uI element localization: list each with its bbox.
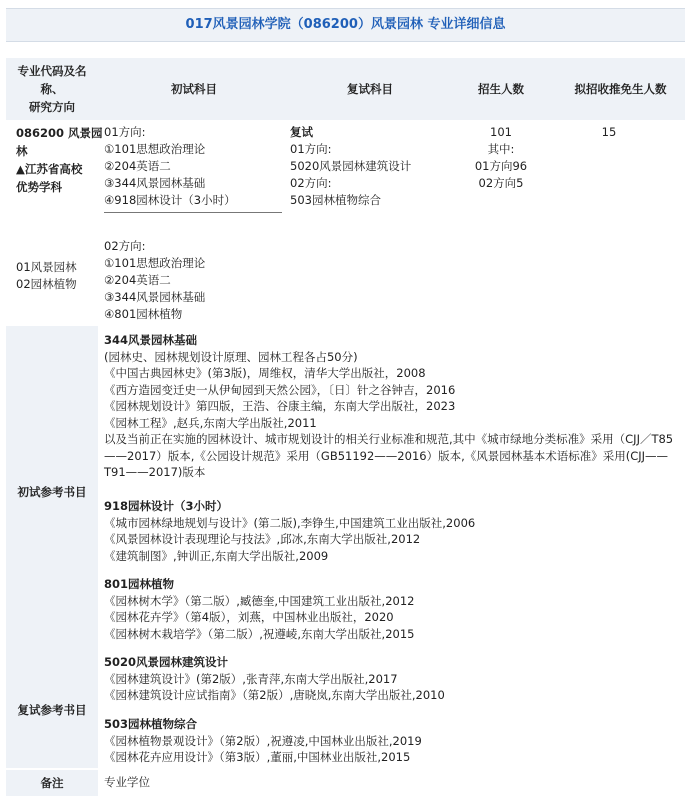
ref-title: 503园林植物综合 — [104, 717, 198, 731]
table-header — [6, 58, 685, 120]
ref-line: 《园林建筑设计应试指南》（第2版）,唐晓岚,东南大学出版社,2010 — [104, 688, 445, 702]
ref-line: 《建筑制图》,钟训正,东南大学出版社,2009 — [104, 548, 329, 563]
ref-block-344 — [104, 332, 678, 481]
ref-title: 344风景园林基础 — [104, 333, 198, 347]
header-major-line: 称、 — [40, 82, 64, 96]
subject-line: 02方向: — [104, 239, 146, 253]
ref-block-918 — [104, 498, 678, 564]
subject-line: ①101思想政治理论 — [104, 256, 206, 270]
ref-title: 5020风景园林建筑设计 — [104, 655, 229, 669]
ref-line: 《风景园林设计表现理论与技法》,邱冰,东南大学出版社,2012 — [104, 532, 421, 546]
enrollment-line: 其中: — [487, 142, 515, 156]
ref-line: 《园林树木学》（第二版）,臧德奎,中国建筑工业出版社,2012 — [104, 593, 415, 608]
direction-item: 01风景园林 — [16, 260, 77, 274]
ref-line: (园林史、园林规划设计原理、园林工程各占50分) — [104, 349, 358, 364]
subject-line: ③344风景园林基础 — [104, 176, 206, 190]
subject-line: 01方向: — [290, 142, 332, 156]
ref-block-5020 — [104, 654, 678, 704]
ref-line: 《园林规划设计》第四版，王浩、谷康主编，东南大学出版社，2023 — [104, 399, 456, 413]
major-name — [16, 124, 103, 196]
major-line: 林 — [16, 144, 28, 158]
header-second-subjects: 复试科目 — [347, 82, 393, 96]
research-directions — [16, 259, 100, 293]
first-subjects-direction-1 — [104, 124, 236, 209]
second-subjects — [290, 124, 411, 209]
ref-title: 918园林设计（3小时） — [104, 499, 229, 513]
header-major — [6, 58, 98, 120]
ref-line: 《园林植物景观设计》（第2版）,祝遵凌,中国林业出版社,2019 — [104, 733, 422, 748]
page-title: 017风景园林学院（086200）风景园林 专业详细信息 — [6, 8, 685, 42]
exempt-count: 15 — [601, 125, 617, 139]
major-line: ▲江苏省高校 — [16, 162, 83, 176]
enrollment — [453, 124, 549, 192]
ref-line: 《园林建筑设计》(第2版）,张青萍,东南大学出版社,2017 — [104, 671, 398, 686]
subject-line: 5020风景园林建筑设计 — [290, 159, 412, 173]
ref-line: 《园林树木栽培学》（第二版）,祝遵崚,东南大学出版社,2015 — [104, 626, 415, 641]
ref-line: 《城市园林绿地规划与设计》(第二版),李铮生,中国建筑工业出版社,2006 — [104, 515, 476, 530]
ref-title: 801园林植物 — [104, 577, 175, 591]
enrollment-line: 101 — [490, 125, 512, 139]
header-first-subjects: 初试科目 — [171, 82, 217, 96]
ref-standards-note: 以及当前正在实施的园林设计、城市规划设计的相关行业标准和规范,其中《城市绿地分类标准》采用（CJJ／T85——2017）版本,《公园设计规范》采用（GB51192——2016）版本,《风景园林基本术语标准》采用(CJJ——T91——2017)版本 — [104, 432, 674, 479]
ref-block-801 — [104, 576, 678, 642]
subject-line: ④801园林植物 — [104, 307, 183, 321]
remark-label: 备注 — [6, 770, 98, 796]
subject-line: ①101思想政治理论 — [104, 142, 206, 156]
header-exempt: 拟招收推免生人数 — [574, 82, 667, 96]
second-subjects-heading: 复试 — [290, 125, 313, 139]
ref-line: 《园林工程》,赵兵,东南大学出版社,2011 — [104, 415, 317, 430]
first-subjects-direction-2 — [104, 238, 205, 323]
ref-line: 《西方造园变迁史一从伊甸园到天然公园》，〔日〕针之谷钟吉，2016 — [104, 382, 456, 397]
subject-line: ③344风景园林基础 — [104, 290, 206, 304]
ref-line: 《园林花卉应用设计》（第3版）,董丽,中国林业出版社,2015 — [104, 750, 411, 764]
enrollment-line: 01方向96 — [474, 159, 528, 173]
major-line: 086200 风景园 — [16, 126, 103, 140]
ref-line: 《园林花卉学》（第4版），刘燕，中国林业出版社，2020 — [104, 610, 394, 624]
subject-line: ④918园林设计（3小时） — [104, 193, 236, 207]
subject-line: 01方向: — [104, 125, 146, 139]
major-line: 优势学科 — [16, 180, 62, 194]
remark-text: 专业学位 — [104, 775, 150, 789]
first-refs-label: 初试参考书目 — [6, 326, 98, 658]
ref-block-503 — [104, 716, 678, 766]
direction-item: 02园林植物 — [16, 277, 77, 291]
subject-line: ②204英语二 — [104, 159, 171, 173]
header-enrollment: 招生人数 — [478, 82, 524, 96]
header-major-line: 研究方向 — [29, 100, 75, 114]
ref-line: 《中国古典园林史》(第3版)，周维权，清华大学出版社，2008 — [104, 366, 426, 380]
remark-value — [104, 774, 678, 791]
header-major-line: 专业代码及名 — [17, 64, 87, 78]
enrollment-line: 02方向5 — [478, 176, 524, 190]
subject-line: 503园林植物综合 — [290, 193, 381, 207]
second-refs-label: 复试参考书目 — [6, 652, 98, 768]
subject-line: ②204英语二 — [104, 273, 171, 287]
subject-line: 02方向: — [290, 176, 332, 190]
direction-divider — [104, 212, 282, 213]
